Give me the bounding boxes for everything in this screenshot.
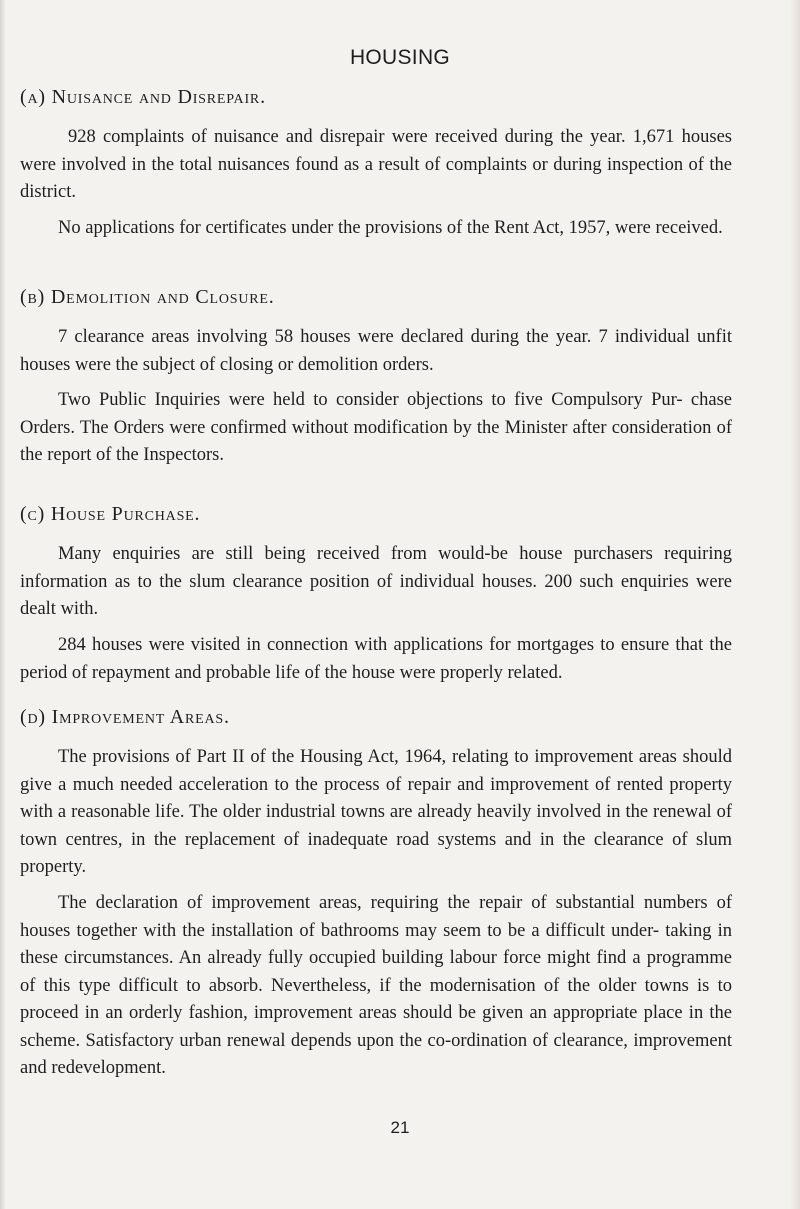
section-a-heading: (a) Nuisance and Disrepair. bbox=[20, 86, 266, 108]
section-b-paragraph-1: 7 clearance areas involving 58 houses were declared during the year. 7 individual unfit houses were the subject of closing or demolition orders. bbox=[20, 327, 732, 375]
section-c-paragraph-1: Many enquiries are still being received from would-be house purchasers requiring information as to the slum clearance position of individual houses. 200 such enquiries were dealt with. bbox=[20, 544, 732, 619]
page-title: HOUSING bbox=[349, 46, 451, 69]
section-b-paragraph-2: Two Public Inquiries were held to consider objections to five Compulsory Pur- chase Orders. The Orders were confirmed without modification by the Minister after consideration of the report of the Inspectors. bbox=[20, 390, 732, 465]
page-number: 21 bbox=[390, 1118, 410, 1137]
section-a-paragraph-1: 928 complaints of nuisance and disrepair were received during the year. 1,671 houses were involved in the total nuisances found as a result of complaints or during inspection of the district. bbox=[20, 127, 732, 202]
section-d-heading: (d) Improvement Areas. bbox=[20, 706, 230, 728]
page-left-edge-shadow bbox=[0, 0, 6, 1209]
page-right-edge-shadow bbox=[790, 0, 800, 1209]
section-d-paragraph-2: The declaration of improvement areas, requiring the repair of substantial numbers of houses together with the installation of bathrooms may seem to be a difficult under- taking in these circumstances. An already fully occupied building labour force might find a programme of this type difficult to absorb. Nevertheless, if the modernisation of the older towns is to proceed in an orderly fashion, improvement areas should be given an appropriate place in the scheme. Satisfactory urban renewal depends upon the co-ordination of clearance, improvement and redevelopment. bbox=[20, 893, 732, 1078]
section-d-paragraph-1: The provisions of Part II of the Housing Act, 1964, relating to improvement areas should give a much needed acceleration to the process of repair and improvement of rented property with a reasonable life. The older industrial towns are already heavily involved in the renewal of town centres, in the replacement of inadequate road systems and in the clearance of slum property. bbox=[20, 747, 732, 877]
section-c-heading: (c) House Purchase. bbox=[20, 503, 201, 525]
section-b-heading: (b) Demolition and Closure. bbox=[20, 286, 275, 308]
section-a-paragraph-2: No applications for certificates under the provisions of the Rent Act, 1957, were received. bbox=[58, 218, 723, 238]
section-c-paragraph-2: 284 houses were visited in connection with applications for mortgages to ensure that the period of repayment and probable life of the house were properly related. bbox=[20, 635, 732, 683]
